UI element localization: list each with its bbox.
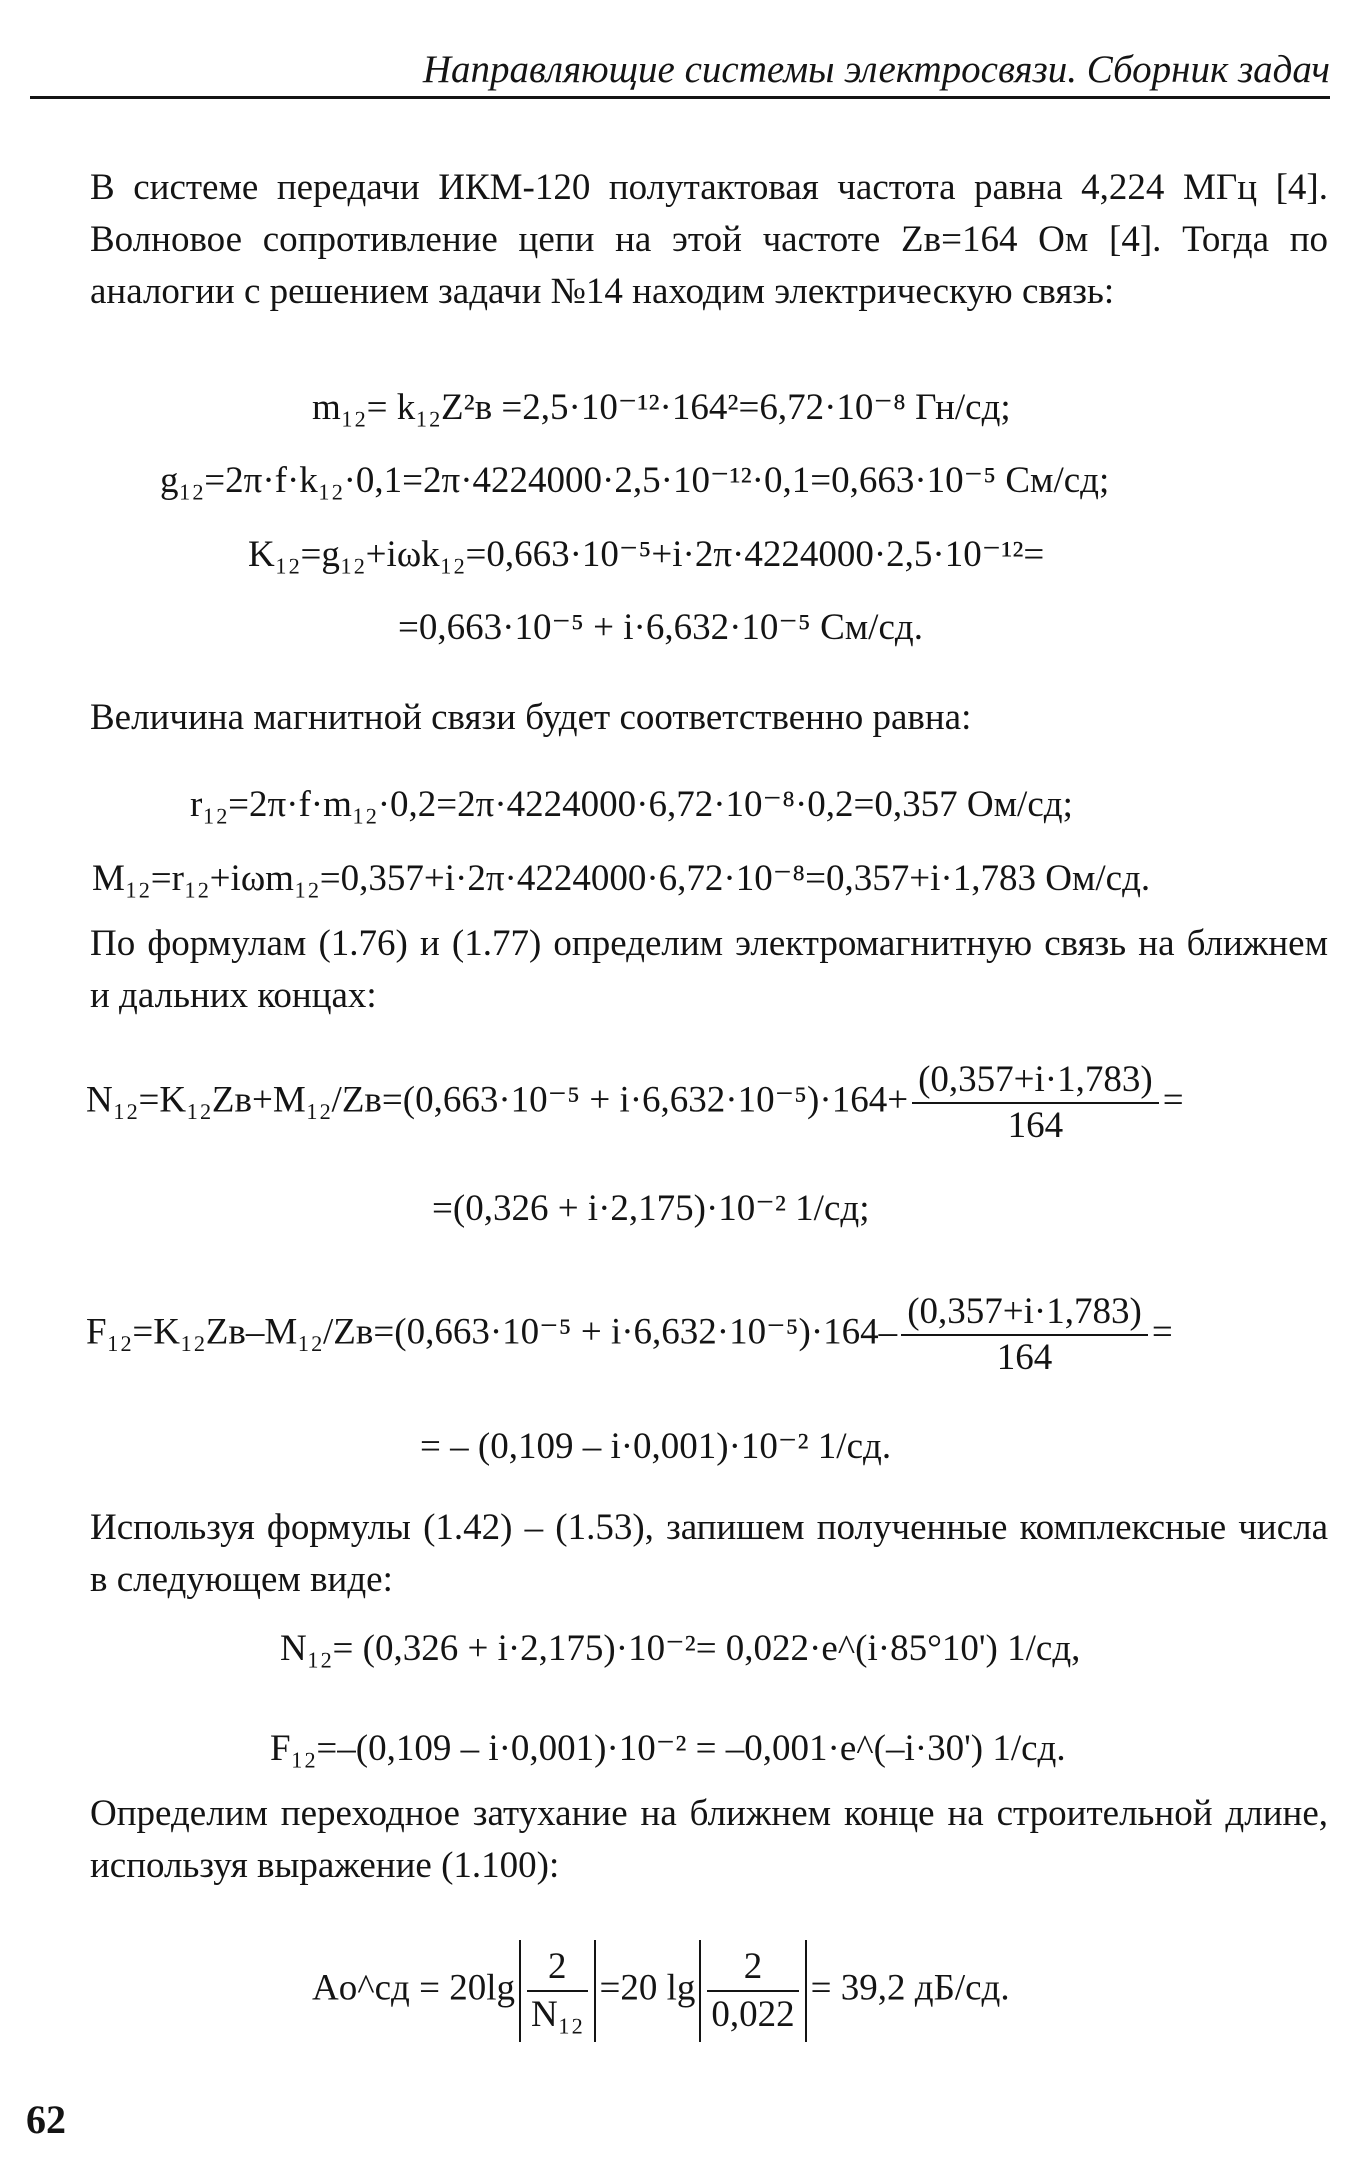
formula-A0-mid: =20 lg xyxy=(599,1967,696,2009)
formula-A0 xyxy=(312,1940,1010,2042)
formula-F12 xyxy=(86,1290,1173,1380)
formula-F12-fraction xyxy=(901,1290,1148,1380)
formula-N12 xyxy=(86,1058,1184,1148)
paragraph-magnetic: Величина магнитной связи будет соответственно равна: xyxy=(90,697,972,738)
header-rule xyxy=(30,96,1330,99)
formula-N12-lhs: N₁₂=K₁₂Zв+M₁₂/Zв=(0,663·10⁻⁵ + i·6,632·10⁻⁵)·164+ xyxy=(86,1079,909,1121)
formula-M12: M₁₂=r₁₂+iωm₁₂=0,357+i·2π·4224000·6,72·10⁻⁸=0,357+i·1,783 Ом/сд. xyxy=(92,858,1151,899)
fraction-numerator: (0,357+i·1,783) xyxy=(901,1290,1148,1336)
fraction-numerator: (0,357+i·1,783) xyxy=(912,1058,1159,1104)
formula-m12: m₁₂= k₁₂Z²в =2,5·10⁻¹²·164²=6,72·10⁻⁸ Гн/сд; xyxy=(312,387,1011,428)
formula-A0-lhs: Aо^сд = 20lg xyxy=(312,1967,515,2009)
formula-N12-result: =(0,326 + i·2,175)·10⁻² 1/сд; xyxy=(432,1188,870,1229)
formula-g12: g₁₂=2π·f·k₁₂·0,1=2π·4224000·2,5·10⁻¹²·0,1=0,663·10⁻⁵ См/сд; xyxy=(160,460,1110,501)
paragraph-intro: В системе передачи ИКМ-120 полутактовая частота равна 4,224 МГц [4]. Волновое сопротивление цепи на этой частоте Zв=164 Ом [4]. Тогда по аналогии с решением задачи №14 находим электрическую связь: xyxy=(90,167,1328,312)
formula-A0-abs-fraction-2 xyxy=(699,1940,806,2042)
running-header: Направляющие системы электросвязи. Сборник задач xyxy=(422,48,1330,91)
formula-F12-equals: = xyxy=(1151,1311,1173,1353)
formula-N12-equals: = xyxy=(1162,1079,1184,1121)
fraction-denominator: 164 xyxy=(1007,1105,1064,1146)
paragraph-complex-form: Используя формулы (1.42) – (1.53), запишем полученные комплексные числа в следующем виде: xyxy=(90,1507,1328,1600)
formula-K12-line1: K₁₂=g₁₂+iωk₁₂=0,663·10⁻⁵+i·2π·4224000·2,5·10⁻¹²= xyxy=(248,534,1045,575)
fraction-denominator: N₁₂ xyxy=(530,1994,584,2035)
formula-F12-result: = – (0,109 – i·0,001)·10⁻² 1/сд. xyxy=(420,1426,892,1467)
formula-K12-line2: =0,663·10⁻⁵ + i·6,632·10⁻⁵ См/сд. xyxy=(398,607,923,648)
formula-r12: r₁₂=2π·f·m₁₂·0,2=2π·4224000·6,72·10⁻⁸·0,2=0,357 Ом/сд; xyxy=(190,784,1073,825)
formula-N12-fraction xyxy=(912,1058,1159,1148)
fraction-numerator: 2 xyxy=(707,1944,798,1992)
formula-F12-lhs: F₁₂=K₁₂Zв–M₁₂/Zв=(0,663·10⁻⁵ + i·6,632·10⁻⁵)·164– xyxy=(86,1311,898,1353)
fraction-denominator: 164 xyxy=(996,1337,1053,1378)
fraction-denominator: 0,022 xyxy=(711,1994,795,2035)
formula-F12-exponential: F₁₂=–(0,109 – i·0,001)·10⁻² = –0,001·e^(–i·30') 1/сд. xyxy=(270,1728,1066,1769)
page-number: 62 xyxy=(26,2097,66,2142)
formula-A0-rhs: = 39,2 дБ/сд. xyxy=(810,1967,1010,2009)
formula-A0-abs-fraction-1 xyxy=(519,1940,596,2042)
paragraph-electromagnetic: По формулам (1.76) и (1.77) определим электромагнитную связь на ближнем и дальних концах: xyxy=(90,923,1328,1016)
paragraph-attenuation: Определим переходное затухание на ближнем конце на строительной длине, используя выражение (1.100): xyxy=(90,1793,1328,1886)
formula-N12-exponential: N₁₂= (0,326 + i·2,175)·10⁻²= 0,022·e^(i·85°10') 1/сд, xyxy=(280,1628,1081,1669)
fraction-numerator: 2 xyxy=(527,1944,588,1992)
